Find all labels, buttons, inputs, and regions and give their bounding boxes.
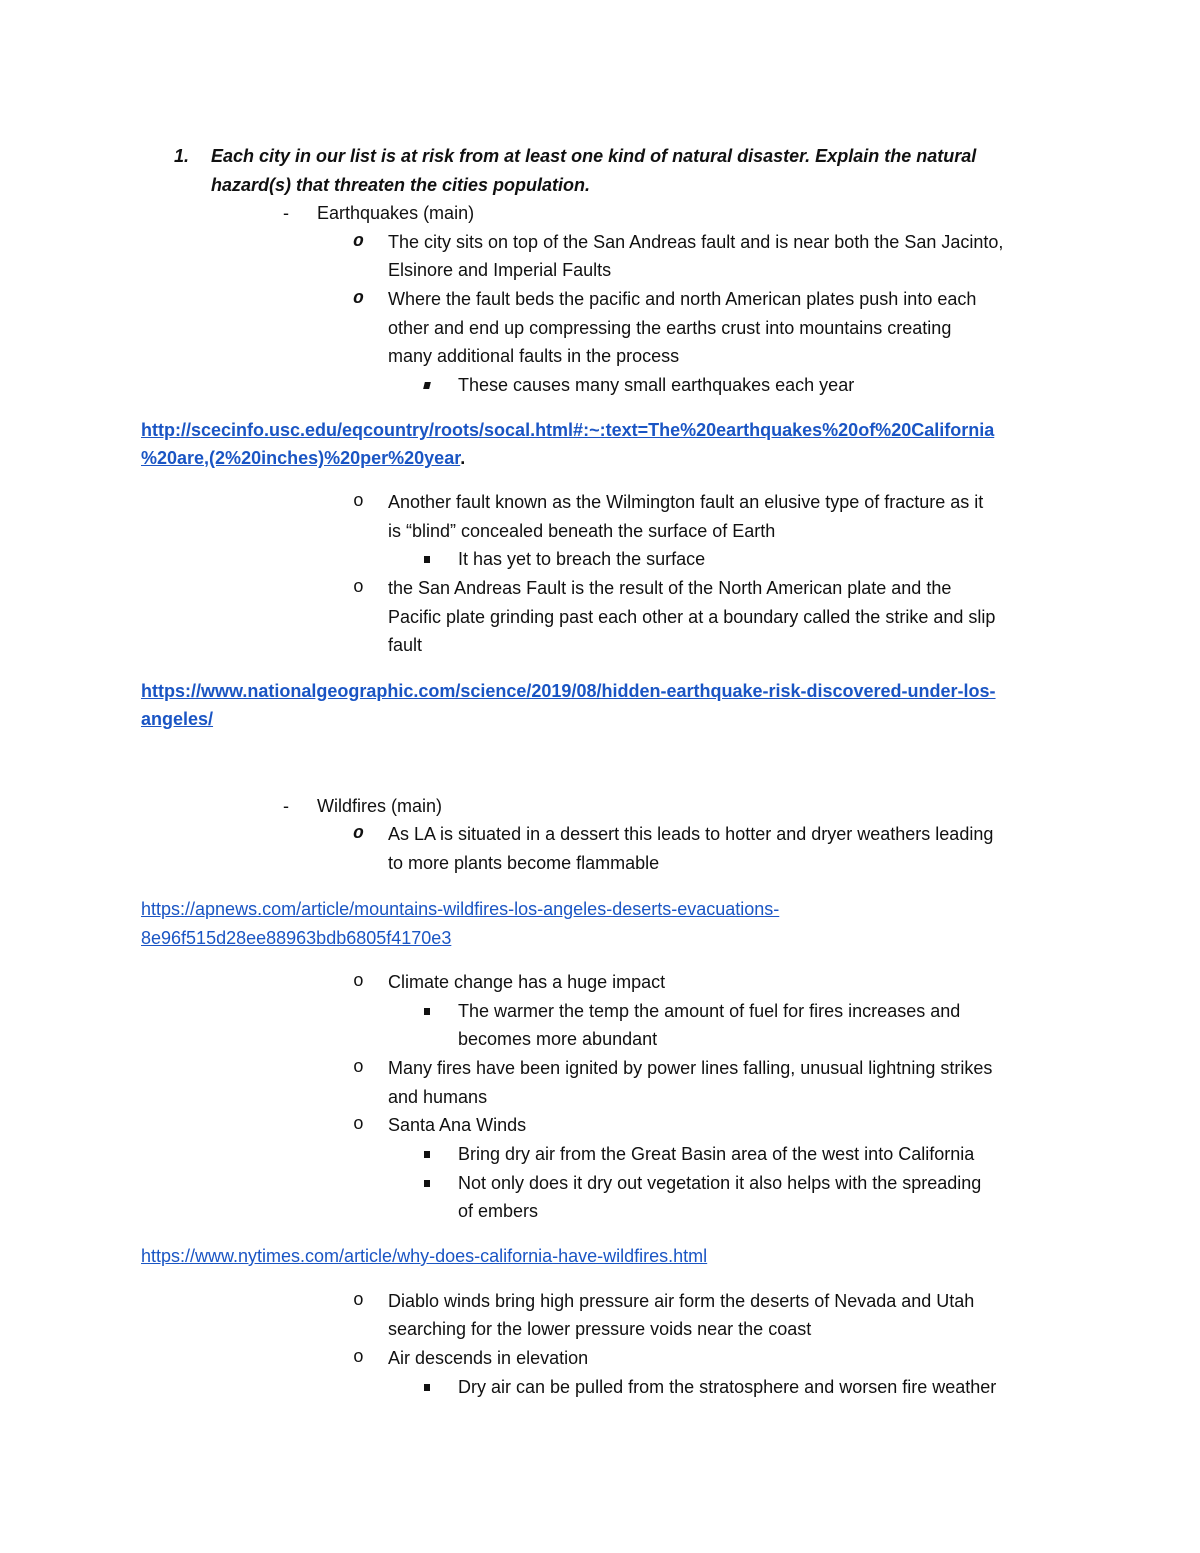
wf-link-1-row-2 bbox=[141, 924, 451, 953]
nytimes-link[interactable]: https://www.nytimes.com/article/why-does-california-have-wildfires.html bbox=[141, 1246, 708, 1266]
wf-sub-bullet-3-text-2: of embers bbox=[458, 1201, 539, 1221]
eq-bullet-2-cont-2 bbox=[388, 342, 679, 371]
square-bullet-icon bbox=[424, 1008, 430, 1015]
wf-sub-bullet-4-text: Dry air can be pulled from the stratosphere and worsen fire weather bbox=[458, 1377, 997, 1397]
question-text-1: Each city in our list is at risk from at least one kind of natural disaster. Explain the natural bbox=[211, 146, 977, 166]
eq-bullet-4-cont-1 bbox=[388, 603, 995, 632]
wf-sub-bullet-1-cont bbox=[458, 1025, 657, 1054]
wf-sub-bullet-3-cont bbox=[458, 1197, 538, 1226]
bullet-marker: o bbox=[353, 1115, 364, 1135]
question-line-2 bbox=[211, 171, 590, 200]
eq-link-2-row-2 bbox=[141, 705, 213, 734]
wf-sub-bullet-4 bbox=[0, 1373, 1200, 1402]
apnews-link-cont[interactable]: 8e96f515d28ee88963bdb6805f4170e3 bbox=[141, 928, 452, 948]
wf-bullet-3-cont bbox=[388, 1083, 487, 1112]
wf-sub-bullet-3 bbox=[0, 1169, 1200, 1198]
eq-link-1-row-1 bbox=[141, 416, 994, 445]
wf-sub-bullet-1 bbox=[0, 997, 1200, 1026]
wf-bullet-3-text: Many fires have been ignited by power lines falling, unusual lightning strikes bbox=[388, 1058, 993, 1078]
square-bullet-icon bbox=[423, 382, 431, 389]
wf-link-1-row-1 bbox=[141, 895, 779, 924]
dash-marker: - bbox=[283, 203, 289, 223]
wildfires-heading: Wildfires (main) bbox=[317, 796, 443, 816]
eq-bullet-2-text-2: other and end up compressing the earths crust into mountains creating bbox=[388, 318, 952, 338]
natgeo-link-cont[interactable]: angeles/ bbox=[141, 709, 214, 729]
eq-sub-bullet-1-text: These causes many small earthquakes each year bbox=[458, 375, 855, 395]
wf-sub-bullet-2-text: Bring dry air from the Great Basin area of the west into California bbox=[458, 1144, 975, 1164]
bullet-marker: o bbox=[353, 972, 364, 992]
natgeo-link[interactable]: https://www.nationalgeographic.com/science/2019/08/hidden-earthquake-risk-discovered-under-los- bbox=[141, 681, 996, 701]
eq-bullet-1-cont bbox=[388, 256, 611, 285]
wf-bullet-6-text: Air descends in elevation bbox=[388, 1348, 589, 1368]
eq-bullet-3-cont bbox=[388, 517, 775, 546]
bullet-marker: o bbox=[353, 232, 364, 252]
bullet-marker: o bbox=[353, 578, 364, 598]
wf-sub-bullet-1-text-2: becomes more abundant bbox=[458, 1029, 658, 1049]
wf-bullet-1-cont bbox=[388, 849, 659, 878]
eq-bullet-4-text: the San Andreas Fault is the result of the North American plate and the bbox=[388, 578, 952, 598]
apnews-link[interactable]: https://apnews.com/article/mountains-wildfires-los-angeles-deserts-evacuations- bbox=[141, 899, 780, 919]
question-number: 1. bbox=[174, 146, 190, 166]
wf-sub-bullet-1-text: The warmer the temp the amount of fuel for fires increases and bbox=[458, 1001, 961, 1021]
eq-bullet-2-text-3: many additional faults in the process bbox=[388, 346, 680, 366]
wf-bullet-1-text: As LA is situated in a dessert this leads to hotter and dryer weathers leading bbox=[388, 824, 994, 844]
scecinfo-link-cont[interactable]: %20are,(2%20inches)%20per%20year bbox=[141, 448, 461, 468]
eq-bullet-3-text: Another fault known as the Wilmington fault an elusive type of fracture as it bbox=[388, 492, 984, 512]
eq-bullet-1-text: The city sits on top of the San Andreas fault and is near both the San Jacinto, bbox=[388, 232, 1004, 252]
earthquakes-heading: Earthquakes (main) bbox=[317, 203, 475, 223]
square-bullet-icon bbox=[424, 556, 430, 563]
wf-bullet-4-text: Santa Ana Winds bbox=[388, 1115, 527, 1135]
bullet-marker: o bbox=[353, 492, 364, 512]
link-period: . bbox=[460, 448, 466, 468]
eq-sub-bullet-1 bbox=[0, 371, 1200, 400]
scecinfo-link[interactable]: http://scecinfo.usc.edu/eqcountry/roots/socal.html#:~:text=The%20earthquakes%20of%20California bbox=[141, 420, 995, 440]
question-text-2: hazard(s) that threaten the cities population. bbox=[211, 175, 591, 195]
wf-bullet-5-text: Diablo winds bring high pressure air form the deserts of Nevada and Utah bbox=[388, 1291, 975, 1311]
wf-bullet-5-text-2: searching for the lower pressure voids near the coast bbox=[388, 1319, 812, 1339]
wf-bullet-2-text: Climate change has a huge impact bbox=[388, 972, 666, 992]
eq-bullet-1-text-2: Elsinore and Imperial Faults bbox=[388, 260, 612, 280]
eq-bullet-2-text: Where the fault beds the pacific and north American plates push into each bbox=[388, 289, 977, 309]
wf-bullet-5-cont bbox=[388, 1315, 811, 1344]
wf-sub-bullet-3-text: Not only does it dry out vegetation it also helps with the spreading bbox=[458, 1173, 982, 1193]
bullet-marker: o bbox=[353, 1058, 364, 1078]
eq-link-1-row-2 bbox=[141, 444, 465, 473]
wf-sub-bullet-2 bbox=[0, 1140, 1200, 1169]
square-bullet-icon bbox=[424, 1151, 430, 1158]
wf-bullet-3-text-2: and humans bbox=[388, 1087, 488, 1107]
square-bullet-icon bbox=[424, 1180, 430, 1187]
eq-bullet-4-cont-2 bbox=[388, 631, 422, 660]
bullet-marker: o bbox=[353, 824, 364, 844]
bullet-marker: o bbox=[353, 1291, 364, 1311]
bullet-marker: o bbox=[353, 1348, 364, 1368]
wf-link-2-row bbox=[141, 1242, 707, 1271]
eq-bullet-2-cont-1 bbox=[388, 314, 951, 343]
square-bullet-icon bbox=[424, 1384, 430, 1391]
eq-sub-bullet-2 bbox=[0, 545, 1200, 574]
dash-marker: - bbox=[283, 796, 289, 816]
eq-bullet-4-text-2: Pacific plate grinding past each other at a boundary called the strike and slip bbox=[388, 607, 996, 627]
eq-link-2-row-1 bbox=[141, 677, 996, 706]
eq-bullet-4-text-3: fault bbox=[388, 635, 423, 655]
wf-bullet-1-text-2: to more plants become flammable bbox=[388, 853, 660, 873]
bullet-marker: o bbox=[353, 289, 364, 309]
eq-bullet-3-text-2: is “blind” concealed beneath the surface of Earth bbox=[388, 521, 776, 541]
eq-sub-bullet-2-text: It has yet to breach the surface bbox=[458, 549, 706, 569]
